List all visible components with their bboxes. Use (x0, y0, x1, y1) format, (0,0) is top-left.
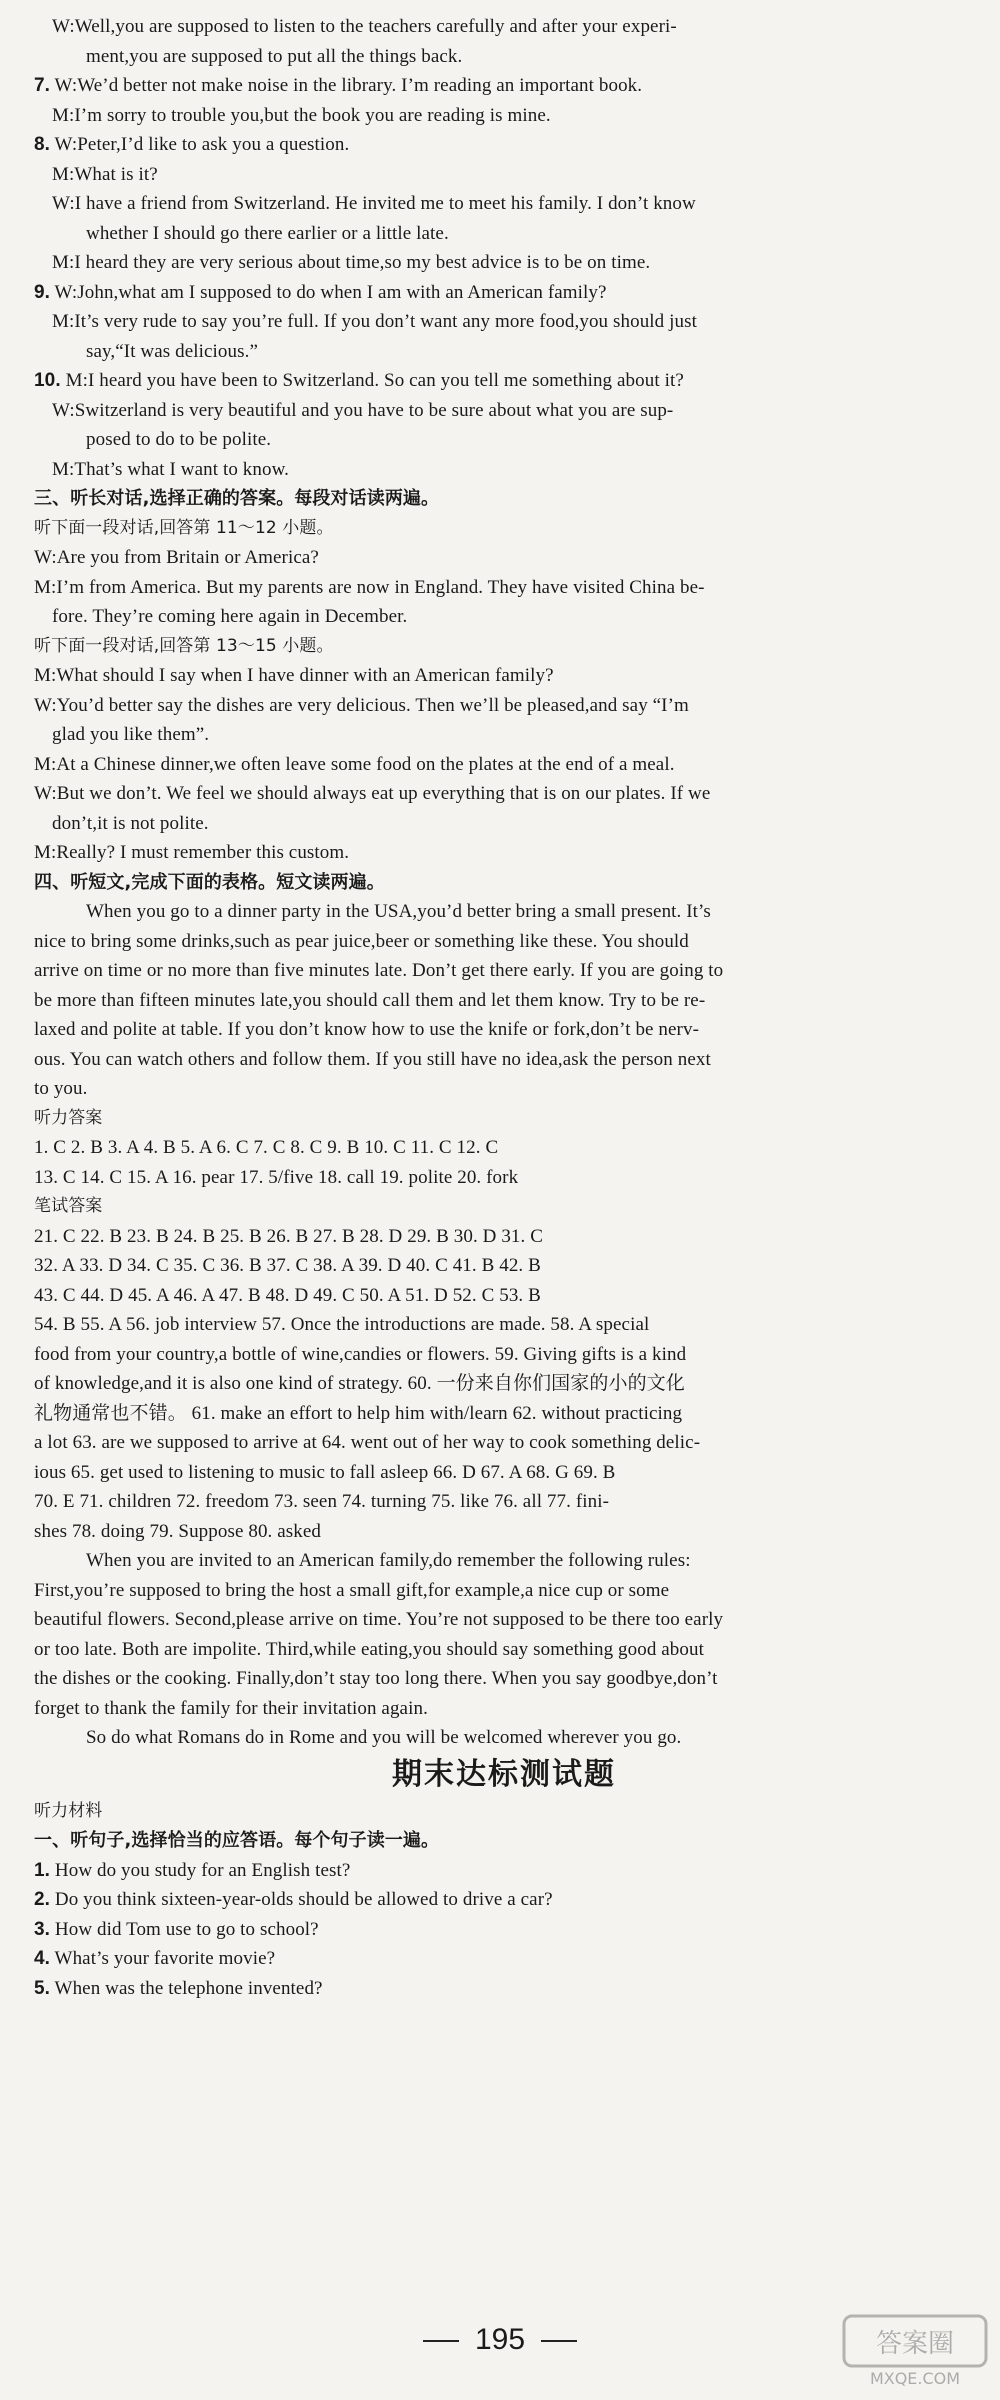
line-text: to you. (34, 1078, 88, 1099)
passage-line (34, 927, 974, 957)
answer-row (34, 1222, 974, 1252)
line-text: don’t,it is not polite. (52, 812, 209, 834)
dialogue-line (34, 514, 974, 544)
line-text: W:I have a friend from Switzerland. He invited me to meet his family. I don’t know (52, 193, 696, 214)
line-text: 听下面一段对话,回答第 13～15 小题。 (34, 635, 334, 656)
line-text: 43. C 44. D 45. A 46. A 47. B 48. D 49. C 50. A 51. D 52. C 53. B (34, 1284, 541, 1306)
dialogue-line (34, 425, 974, 455)
question-line (34, 1974, 974, 2004)
dialogue-line (34, 691, 974, 721)
dialogue-line (34, 750, 974, 780)
essay-line (34, 1605, 974, 1635)
line-text: a lot 63. are we supposed to arrive at 64. went out of her way to cook something delic- (34, 1432, 701, 1453)
answer-row (34, 1133, 974, 1163)
written-answers-heading: 笔试答案 (34, 1196, 103, 1216)
item-number: 5. (34, 1977, 51, 1999)
passage-line (34, 1015, 974, 1045)
dialogue-line (34, 602, 974, 632)
dialogue-line (34, 455, 974, 485)
passage-line (34, 1074, 974, 1104)
passage-line (34, 897, 974, 927)
line-text: 礼物通常也不错。 61. make an effort to help him with/learn 62. without practicing (34, 1402, 683, 1424)
line-text: 21. C 22. B 23. B 24. B 25. B 26. B 27. B 28. D 29. B 30. D 31. C (34, 1225, 543, 1247)
line-text: M:It’s very rude to say you’re full. If you don’t want any more food,you should just (52, 311, 697, 332)
line-text: forget to thank the family for their invitation again. (34, 1697, 428, 1719)
question-line (34, 1915, 974, 1945)
line-text: laxed and polite at table. If you don’t know how to use the knife or fork,don’t be nerv- (34, 1019, 700, 1040)
dialogue-line (34, 337, 974, 367)
item-number: 2. (34, 1889, 51, 1910)
line-text: W:Peter,I’d like to ask you a question. (50, 134, 350, 155)
answer-row (34, 1428, 974, 1458)
line-text: When you go to a dinner party in the USA,you’d better bring a small present. It’s (86, 901, 711, 922)
dialogue-line (34, 12, 974, 42)
line-text: W:But we don’t. We feel we should always eat up everything that is on our plates. If we (34, 783, 711, 804)
essay-line (34, 1694, 974, 1724)
answer-row (34, 1399, 974, 1429)
essay-line (34, 1635, 974, 1665)
dialogue-line (34, 278, 974, 308)
line-text: ment,you are supposed to put all the things back. (86, 45, 463, 67)
line-text: So do what Romans do in Rome and you will be welcomed wherever you go. (86, 1727, 682, 1748)
line-text: M:What is it? (52, 163, 158, 185)
line-text: W:Switzerland is very beautiful and you have to be sure about what you are sup- (52, 399, 674, 421)
line-text: the dishes or the cooking. Finally,don’t stay too long there. When you say goodbye,don’t (34, 1668, 718, 1689)
answer-row (34, 1369, 974, 1399)
line-text: nice to bring some drinks,such as pear juice,beer or something like these. You should (34, 930, 689, 952)
dialogue-line (34, 160, 974, 190)
line-text: M:I’m from America. But my parents are now in England. They have visited China be- (34, 576, 705, 598)
dialogue-line (34, 189, 974, 219)
answer-row (34, 1163, 974, 1193)
dialogue-line (34, 543, 974, 573)
line-text: beautiful flowers. Second,please arrive on time. You’re not supposed to be there too early (34, 1609, 724, 1630)
line-text: W:You’d better say the dishes are very delicious. Then we’ll be pleased,and say “I’m (34, 694, 689, 716)
page-content (34, 12, 974, 2003)
passage-line (34, 986, 974, 1016)
line-text: posed to do to be polite. (86, 429, 272, 450)
dialogue-line (34, 366, 974, 396)
line-text: 70. E 71. children 72. freedom 73. seen 74. turning 75. like 76. all 77. fini- (34, 1491, 610, 1512)
item-number: 10. (34, 370, 61, 391)
answer-row (34, 1251, 974, 1281)
line-text: 1. C 2. B 3. A 4. B 5. A 6. C 7. C 8. C 9. B 10. C 11. C 12. C (34, 1137, 499, 1158)
dialogue-line (34, 720, 974, 750)
line-text: What’s your favorite movie? (50, 1948, 276, 1969)
item-number: 1. (34, 1859, 51, 1881)
watermark-text-en: MXQE.COM (869, 2369, 961, 2388)
line-text: W:John,what am I supposed to do when I am with an American family? (50, 281, 607, 303)
watermark-text-cn: 答案圈 (875, 2329, 955, 2359)
line-text: Do you think sixteen-year-olds should be allowed to drive a car? (50, 1889, 553, 1910)
line-text: 54. B 55. A 56. job interview 57. Once the introductions are made. 58. A special (34, 1314, 650, 1335)
line-text: glad you like them”. (52, 724, 210, 745)
line-text: ious 65. get used to listening to music to fall asleep 66. D 67. A 68. G 69. B (34, 1461, 616, 1483)
page-number: 195 (474, 2323, 526, 2356)
line-text: 听下面一段对话,回答第 11～12 小题。 (34, 517, 334, 538)
essay-line (34, 1723, 974, 1753)
line-text: M:I heard you have been to Switzerland. So can you tell me something about it? (60, 370, 684, 391)
dialogue-line (34, 307, 974, 337)
essay-line (34, 1664, 974, 1694)
line-text: 32. A 33. D 34. C 35. C 36. B 37. C 38. A 39. D 40. C 41. B 42. B (34, 1255, 541, 1276)
line-text: M:What should I say when I have dinner with an American family? (34, 665, 554, 686)
item-number: 9. (34, 281, 51, 303)
dialogue-line (34, 661, 974, 691)
line-text: M:I’m sorry to trouble you,but the book you are reading is mine. (52, 104, 551, 126)
footer-dash-right (541, 2340, 577, 2342)
dialogue-line (34, 42, 974, 72)
listening-answers-heading: 听力答案 (34, 1107, 103, 1128)
dialogue-line (34, 809, 974, 839)
dialogue-line (34, 248, 974, 278)
question-line (34, 1885, 974, 1915)
line-text: or too late. Both are impolite. Third,while eating,you should say something good about (34, 1638, 704, 1660)
answer-row (34, 1310, 974, 1340)
line-text: shes 78. doing 79. Suppose 80. asked (34, 1520, 322, 1542)
passage-line (34, 956, 974, 986)
line-text: ous. You can watch others and follow them. If you still have no idea,ask the person next (34, 1048, 711, 1070)
dialogue-line (34, 573, 974, 603)
line-text: W:Are you from Britain or America? (34, 547, 319, 568)
line-text: M:I heard they are very serious about time,so my best advice is to be on time. (52, 252, 651, 273)
answer-row (34, 1458, 974, 1488)
line-text: 13. C 14. C 15. A 16. pear 17. 5/five 18. call 19. polite 20. fork (34, 1166, 519, 1188)
essay-line (34, 1546, 974, 1576)
line-text: M:That’s what I want to know. (52, 458, 290, 480)
item-number: 7. (34, 75, 51, 96)
line-text: How did Tom use to go to school? (50, 1918, 319, 1940)
answer-row (34, 1281, 974, 1311)
section-4-heading: 四、听短文,完成下面的表格。短文读两遍。 (34, 871, 385, 893)
line-text: of knowledge,and it is also one kind of strategy. 60. 一份来自你们国家的小的文化 (34, 1373, 685, 1394)
footer-dash-left (423, 2340, 459, 2342)
question-line (34, 1856, 974, 1886)
line-text: M:At a Chinese dinner,we often leave some food on the plates at the end of a meal. (34, 753, 675, 775)
answer-row (34, 1340, 974, 1370)
line-text: When was the telephone invented? (50, 1977, 323, 1999)
line-text: arrive on time or no more than five minutes late. Don’t get there early. If you are going to (34, 960, 724, 981)
line-text: say,“It was delicious.” (86, 340, 259, 362)
answer-row (34, 1487, 974, 1517)
line-text: whether I should go there earlier or a little late. (86, 222, 449, 244)
dialogue-line (34, 219, 974, 249)
dialogue-line (34, 632, 974, 662)
essay-line (34, 1576, 974, 1606)
dialogue-line (34, 101, 974, 131)
line-text: food from your country,a bottle of wine,candies or flowers. 59. Giving gifts is a kind (34, 1343, 687, 1365)
question-line (34, 1944, 974, 1974)
item-number: 3. (34, 1918, 51, 1940)
line-text: M:Really? I must remember this custom. (34, 842, 350, 863)
answer-row (34, 1517, 974, 1547)
line-text: fore. They’re coming here again in December. (52, 606, 408, 627)
dialogue-line (34, 130, 974, 160)
dialogue-line (34, 838, 974, 868)
section-3-heading: 三、听长对话,选择正确的答案。每段对话读两遍。 (34, 488, 440, 509)
line-text: W:We’d better not make noise in the library. I’m reading an important book. (50, 75, 643, 96)
dialogue-line (34, 779, 974, 809)
final-section-1-heading: 一、听句子,选择恰当的应答语。每个句子读一遍。 (34, 1830, 440, 1851)
watermark-logo (840, 2310, 990, 2390)
line-text: W:Well,you are supposed to listen to the teachers carefully and after your experi- (52, 16, 677, 37)
line-text: When you are invited to an American family,do remember the following rules: (86, 1550, 691, 1571)
line-text: First,you’re supposed to bring the host a small gift,for example,a nice cup or some (34, 1579, 670, 1601)
final-test-title: 期末达标测试题 (392, 1756, 616, 1792)
line-text: be more than fifteen minutes late,you should call them and let them know. Try to be re- (34, 989, 706, 1011)
line-text: How do you study for an English test? (50, 1859, 351, 1881)
dialogue-line (34, 396, 974, 426)
item-number: 8. (34, 134, 51, 155)
dialogue-line (34, 71, 974, 101)
passage-line (34, 1045, 974, 1075)
listening-material-heading: 听力材料 (34, 1800, 103, 1821)
item-number: 4. (34, 1948, 51, 1969)
